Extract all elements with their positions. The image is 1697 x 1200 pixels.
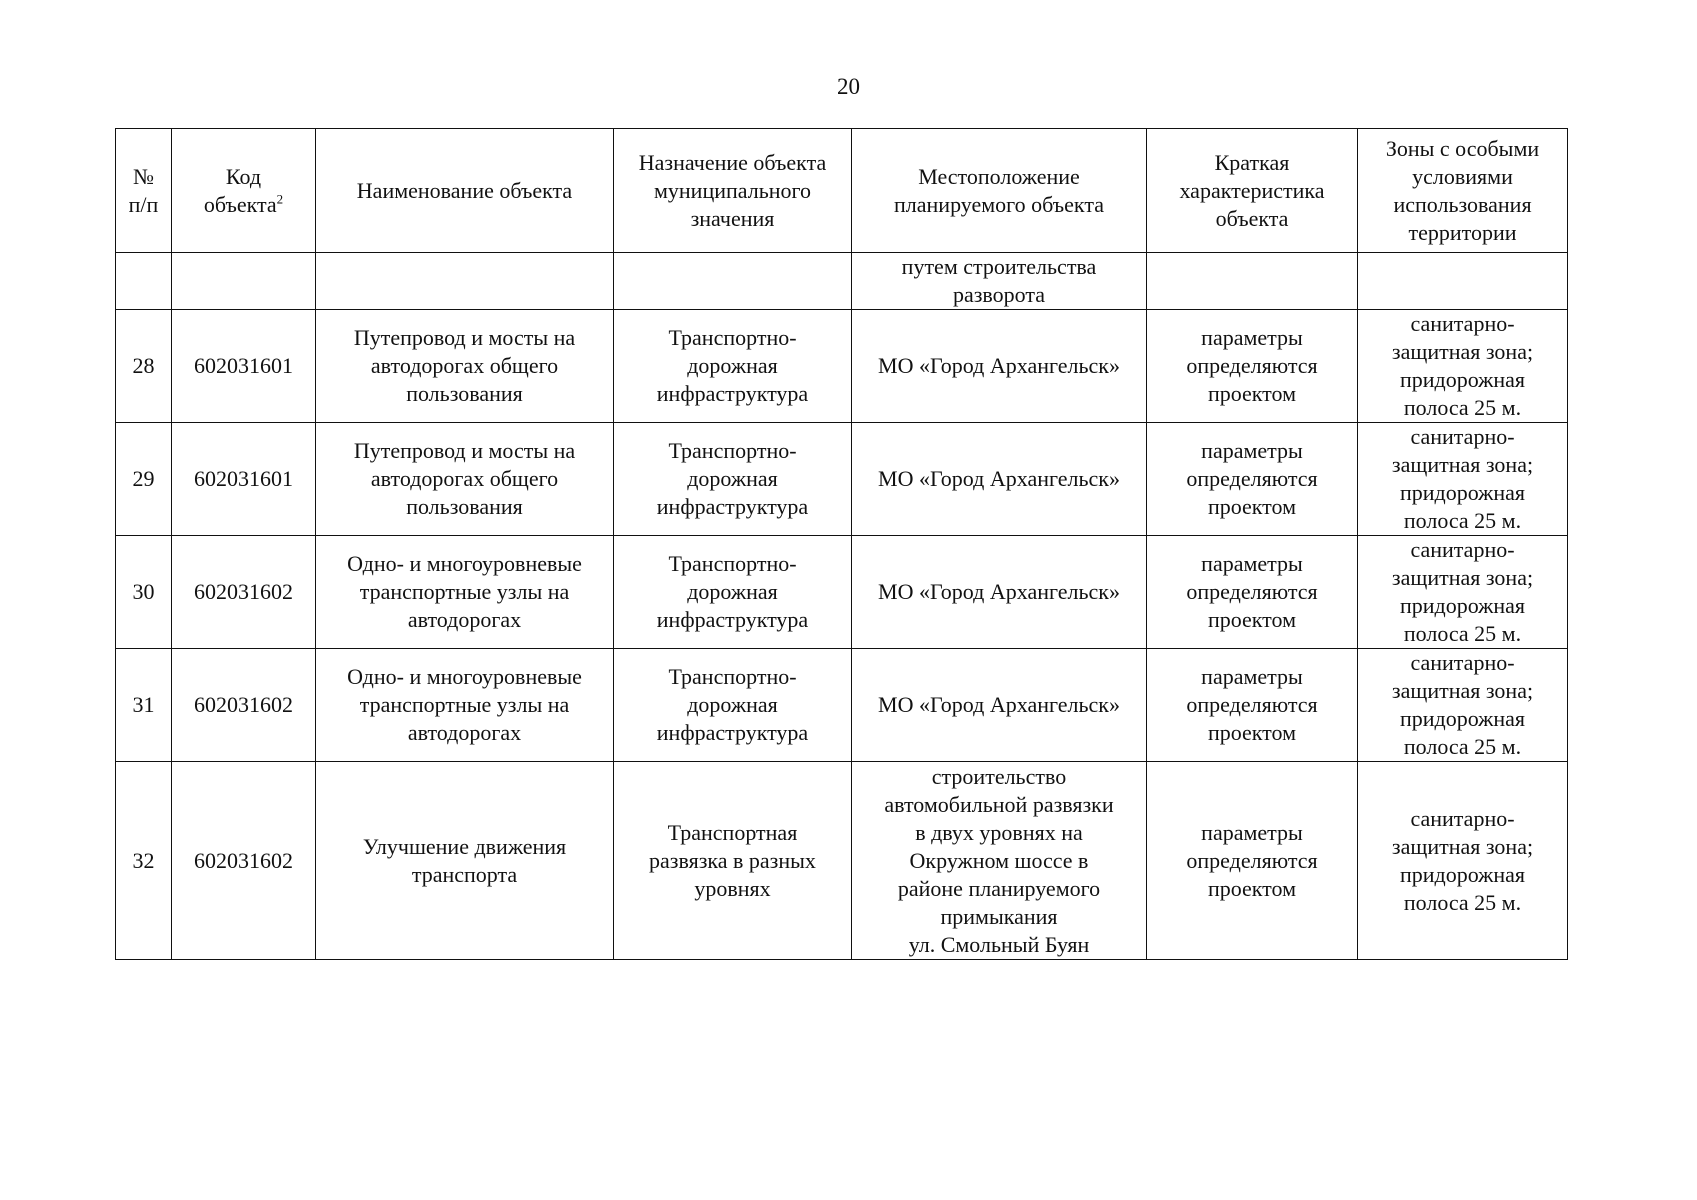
cell-zones: санитарно- защитная зона; придорожная полоса 25 м. — [1358, 649, 1568, 762]
cell-num: 29 — [116, 423, 172, 536]
cell-characteristics: параметры определяются проектом — [1147, 423, 1358, 536]
header-code: Код объекта$^2$ — [172, 129, 316, 253]
cell-name: Путепровод и мосты на автодорогах общего пользования — [316, 310, 614, 423]
cell-purpose: Транспортно- дорожная инфраструктура — [614, 310, 852, 423]
cell-code: 602031601 — [172, 423, 316, 536]
cell-name: Одно- и многоуровневые транспортные узлы на автодорогах — [316, 536, 614, 649]
cell-location: путем строительства разворота — [852, 253, 1147, 310]
table-row — [116, 649, 1568, 762]
cell-characteristics: параметры определяются проектом — [1147, 536, 1358, 649]
header-location: Местоположение планируемого объекта — [852, 129, 1147, 253]
cell-num: 28 — [116, 310, 172, 423]
cell-name: Одно- и многоуровневые транспортные узлы на автодорогах — [316, 649, 614, 762]
cell-zones: санитарно- защитная зона; придорожная полоса 25 м. — [1358, 762, 1568, 960]
cell-purpose: Транспортно- дорожная инфраструктура — [614, 649, 852, 762]
header-characteristics: Краткая характеристика объекта — [1147, 129, 1358, 253]
cell-num: 31 — [116, 649, 172, 762]
cell-name: Улучшение движения транспорта — [316, 762, 614, 960]
cell-characteristics: параметры определяются проектом — [1147, 762, 1358, 960]
cell-location: МО «Город Архангельск» — [852, 536, 1147, 649]
cell-name — [316, 253, 614, 310]
cell-characteristics — [1147, 253, 1358, 310]
cell-code: 602031601 — [172, 310, 316, 423]
header-num: № п/п — [116, 129, 172, 253]
cell-code: 602031602 — [172, 536, 316, 649]
cell-location: МО «Город Архангельск» — [852, 649, 1147, 762]
cell-num — [116, 253, 172, 310]
cell-zones — [1358, 253, 1568, 310]
header-purpose: Назначение объекта муниципального значения — [614, 129, 852, 253]
cell-name: Путепровод и мосты на автодорогах общего пользования — [316, 423, 614, 536]
cell-purpose: Транспортная развязка в разных уровнях — [614, 762, 852, 960]
objects-table — [115, 128, 1568, 960]
cell-location: строительство автомобильной развязки в двух уровнях на Окружном шоссе в районе планируемого примыкания ул. Смольный Буян — [852, 762, 1147, 960]
cell-zones: санитарно- защитная зона; придорожная полоса 25 м. — [1358, 536, 1568, 649]
cell-purpose: Транспортно- дорожная инфраструктура — [614, 423, 852, 536]
table-row — [116, 423, 1568, 536]
header-name: Наименование объекта — [316, 129, 614, 253]
cell-location: МО «Город Архангельск» — [852, 310, 1147, 423]
cell-code: 602031602 — [172, 649, 316, 762]
cell-num: 32 — [116, 762, 172, 960]
page-number: 20 — [837, 74, 860, 99]
cell-characteristics: параметры определяются проектом — [1147, 310, 1358, 423]
table-row-continuation — [116, 253, 1568, 310]
cell-code — [172, 253, 316, 310]
header-zones: Зоны с особыми условиями использования территории — [1358, 129, 1568, 253]
cell-num: 30 — [116, 536, 172, 649]
table-header-row — [116, 129, 1568, 253]
table-row — [116, 310, 1568, 423]
cell-zones: санитарно- защитная зона; придорожная полоса 25 м. — [1358, 310, 1568, 423]
cell-code: 602031602 — [172, 762, 316, 960]
table-row — [116, 536, 1568, 649]
cell-zones: санитарно- защитная зона; придорожная полоса 25 м. — [1358, 423, 1568, 536]
footnote-marker: 2 — [276, 191, 284, 207]
cell-location: МО «Город Архангельск» — [852, 423, 1147, 536]
cell-purpose: Транспортно- дорожная инфраструктура — [614, 536, 852, 649]
table-row — [116, 762, 1568, 960]
cell-purpose — [614, 253, 852, 310]
cell-characteristics: параметры определяются проектом — [1147, 649, 1358, 762]
